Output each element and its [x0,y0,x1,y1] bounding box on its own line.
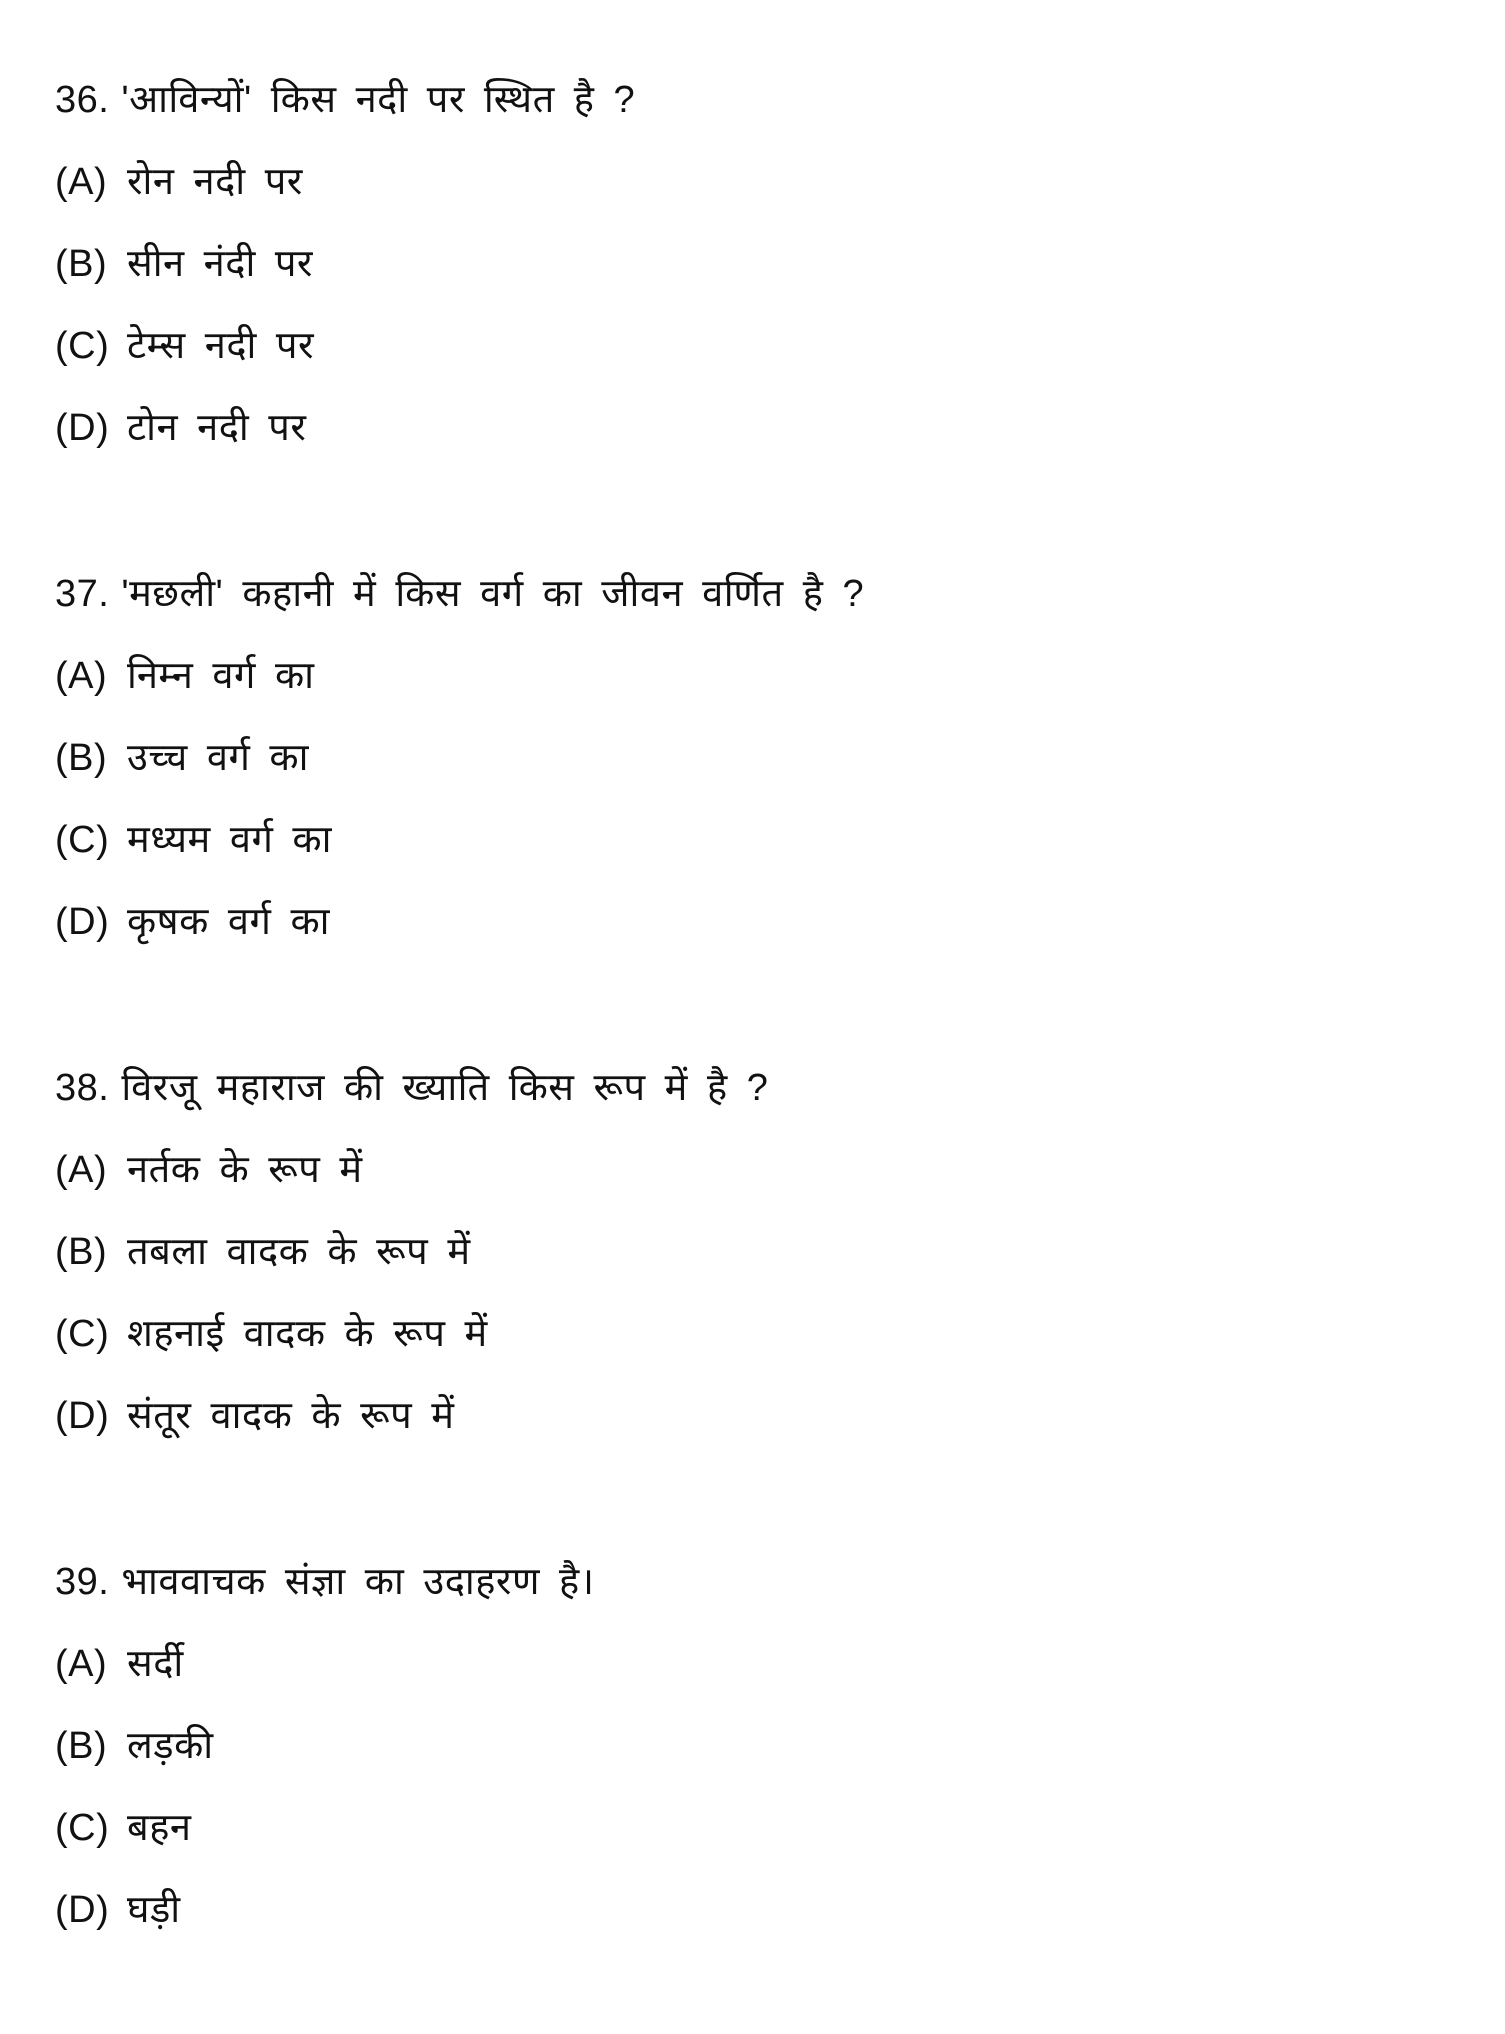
option-text: कृषक वर्ग का [127,901,330,943]
question-text [55,1064,1455,1112]
option-label: (C) [55,1807,110,1849]
option-label: (A) [55,1643,108,1685]
option-text: संतूर वादक के रूप में [127,1395,455,1437]
option-text: शहनाई वादक के रूप में [127,1313,488,1355]
question-text [55,76,1455,124]
question-stem: भाववाचक संज्ञा का उदाहरण है। [121,1561,595,1603]
option-text: टोन नदी पर [127,407,307,449]
question-text [55,570,1455,618]
option-d[interactable] [55,898,1455,946]
option-label: (B) [55,1231,108,1273]
question-stem: विरजू महाराज की ख्याति किस रूप में है ? [121,1067,769,1109]
option-d[interactable] [55,404,1455,452]
option-b[interactable] [55,1228,1455,1276]
option-text: सीन नंदी पर [127,243,313,285]
option-label: (D) [55,1889,110,1931]
option-label: (A) [55,655,108,697]
option-a[interactable] [55,1640,1455,1688]
question-stem: 'मछली' कहानी में किस वर्ग का जीवन वर्णित है ? [121,573,865,615]
question-37 [55,570,1455,980]
option-text: सर्दी [127,1643,184,1685]
option-text: बहन [127,1807,192,1849]
question-number: 38. [55,1067,110,1109]
option-b[interactable] [55,240,1455,288]
option-a[interactable] [55,1146,1455,1194]
option-c[interactable] [55,1310,1455,1358]
option-text: उच्च वर्ग का [127,737,309,779]
option-text: नर्तक के रूप में [127,1149,363,1191]
option-text: लड़की [127,1725,214,1767]
option-label: (C) [55,1313,110,1355]
question-38 [55,1064,1455,1474]
question-number: 37. [55,573,110,615]
option-label: (B) [55,737,108,779]
option-label: (A) [55,1149,108,1191]
option-text: तबला वादक के रूप में [127,1231,471,1273]
option-label: (D) [55,407,110,449]
option-label: (C) [55,325,110,367]
option-label: (C) [55,819,110,861]
option-c[interactable] [55,816,1455,864]
question-stem: 'आविन्यों' किस नदी पर स्थित है ? [121,79,636,121]
option-a[interactable] [55,652,1455,700]
option-text: टेम्स नदी पर [127,325,315,367]
option-b[interactable] [55,734,1455,782]
question-number: 36. [55,79,110,121]
option-label: (D) [55,901,110,943]
question-36 [55,76,1455,486]
question-number: 39. [55,1561,110,1603]
option-b[interactable] [55,1722,1455,1770]
option-label: (A) [55,161,108,203]
option-text: निम्न वर्ग का [127,655,315,697]
option-text: रोन नदी पर [127,161,303,203]
option-c[interactable] [55,322,1455,370]
option-a[interactable] [55,158,1455,206]
option-text: घड़ी [127,1889,181,1931]
option-d[interactable] [55,1392,1455,1440]
option-label: (D) [55,1395,110,1437]
option-d[interactable] [55,1886,1455,1934]
option-label: (B) [55,243,108,285]
option-c[interactable] [55,1804,1455,1852]
question-39 [55,1558,1455,1968]
option-label: (B) [55,1725,108,1767]
question-text [55,1558,1455,1606]
option-text: मध्यम वर्ग का [127,819,332,861]
